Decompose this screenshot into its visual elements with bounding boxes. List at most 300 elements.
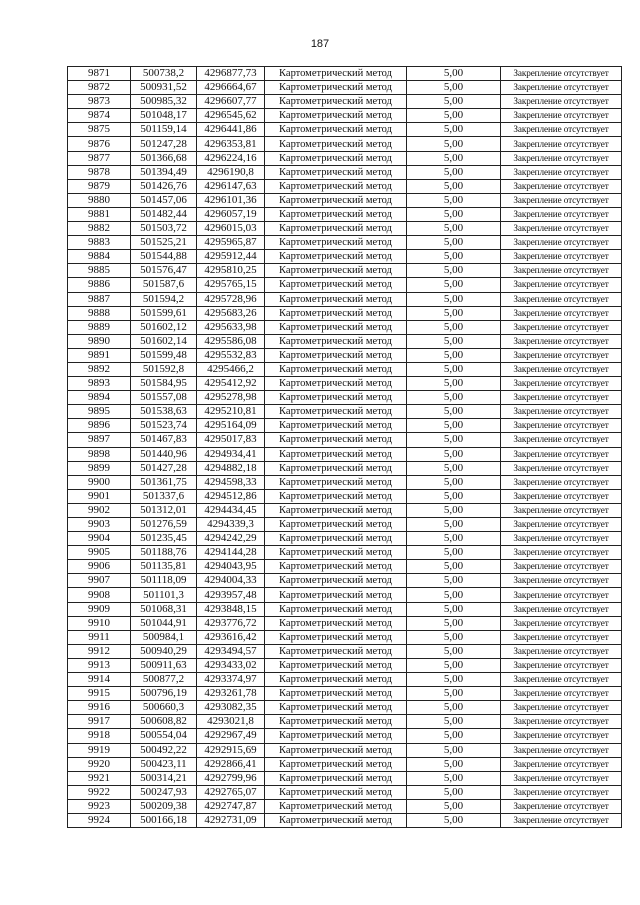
table-row xyxy=(68,67,622,81)
point-number-cell: 9892 xyxy=(68,362,131,376)
point-number-cell: 9917 xyxy=(68,715,131,729)
y-coordinate-cell: 4293021,8 xyxy=(197,715,265,729)
y-coordinate-cell: 4295466,2 xyxy=(197,362,265,376)
x-coordinate-cell: 501544,88 xyxy=(131,250,197,264)
method-cell: Картометрический метод xyxy=(265,602,407,616)
x-coordinate-cell: 501427,28 xyxy=(131,461,197,475)
method-cell: Картометрический метод xyxy=(265,715,407,729)
y-coordinate-cell: 4296147,63 xyxy=(197,179,265,193)
x-coordinate-cell: 500940,29 xyxy=(131,644,197,658)
x-coordinate-cell: 501361,75 xyxy=(131,475,197,489)
x-coordinate-cell: 500660,3 xyxy=(131,701,197,715)
y-coordinate-cell: 4294043,95 xyxy=(197,560,265,574)
point-number-cell: 9884 xyxy=(68,250,131,264)
x-coordinate-cell: 501044,91 xyxy=(131,616,197,630)
fixation-cell: Закрепление отсутствует xyxy=(501,179,622,193)
fixation-cell: Закрепление отсутствует xyxy=(501,475,622,489)
x-coordinate-cell: 501247,28 xyxy=(131,137,197,151)
x-coordinate-cell: 501467,83 xyxy=(131,433,197,447)
method-cell: Картометрический метод xyxy=(265,165,407,179)
method-cell: Картометрический метод xyxy=(265,546,407,560)
point-number-cell: 9881 xyxy=(68,207,131,221)
point-number-cell: 9907 xyxy=(68,574,131,588)
accuracy-cell: 5,00 xyxy=(407,799,501,813)
table-row xyxy=(68,447,622,461)
point-number-cell: 9889 xyxy=(68,320,131,334)
method-cell: Картометрический метод xyxy=(265,320,407,334)
accuracy-cell: 5,00 xyxy=(407,771,501,785)
table-row xyxy=(68,264,622,278)
x-coordinate-cell: 500796,19 xyxy=(131,687,197,701)
y-coordinate-cell: 4293082,35 xyxy=(197,701,265,715)
fixation-cell: Закрепление отсутствует xyxy=(501,799,622,813)
table-row xyxy=(68,123,622,137)
point-number-cell: 9891 xyxy=(68,348,131,362)
accuracy-cell: 5,00 xyxy=(407,785,501,799)
table-row xyxy=(68,405,622,419)
accuracy-cell: 5,00 xyxy=(407,405,501,419)
fixation-cell: Закрепление отсутствует xyxy=(501,109,622,123)
y-coordinate-cell: 4296664,67 xyxy=(197,81,265,95)
accuracy-cell: 5,00 xyxy=(407,658,501,672)
method-cell: Картометрический метод xyxy=(265,151,407,165)
method-cell: Картометрический метод xyxy=(265,250,407,264)
fixation-cell: Закрепление отсутствует xyxy=(501,193,622,207)
fixation-cell: Закрепление отсутствует xyxy=(501,757,622,771)
fixation-cell: Закрепление отсутствует xyxy=(501,137,622,151)
method-cell: Картометрический метод xyxy=(265,81,407,95)
y-coordinate-cell: 4296545,62 xyxy=(197,109,265,123)
y-coordinate-cell: 4296190,8 xyxy=(197,165,265,179)
point-number-cell: 9920 xyxy=(68,757,131,771)
point-number-cell: 9908 xyxy=(68,588,131,602)
y-coordinate-cell: 4293848,15 xyxy=(197,602,265,616)
y-coordinate-cell: 4295728,96 xyxy=(197,292,265,306)
x-coordinate-cell: 501525,21 xyxy=(131,236,197,250)
accuracy-cell: 5,00 xyxy=(407,489,501,503)
x-coordinate-cell: 500877,2 xyxy=(131,673,197,687)
x-coordinate-cell: 500738,2 xyxy=(131,67,197,81)
table-row xyxy=(68,518,622,532)
fixation-cell: Закрепление отсутствует xyxy=(501,644,622,658)
x-coordinate-cell: 500247,93 xyxy=(131,785,197,799)
accuracy-cell: 5,00 xyxy=(407,250,501,264)
table-row xyxy=(68,729,622,743)
table-row xyxy=(68,560,622,574)
table-row xyxy=(68,95,622,109)
x-coordinate-cell: 500492,22 xyxy=(131,743,197,757)
x-coordinate-cell: 501584,95 xyxy=(131,377,197,391)
table-row xyxy=(68,687,622,701)
fixation-cell: Закрепление отсутствует xyxy=(501,658,622,672)
table-row xyxy=(68,419,622,433)
fixation-cell: Закрепление отсутствует xyxy=(501,560,622,574)
point-number-cell: 9902 xyxy=(68,503,131,517)
x-coordinate-cell: 501235,45 xyxy=(131,532,197,546)
fixation-cell: Закрепление отсутствует xyxy=(501,81,622,95)
y-coordinate-cell: 4294339,3 xyxy=(197,518,265,532)
point-number-cell: 9904 xyxy=(68,532,131,546)
y-coordinate-cell: 4295683,26 xyxy=(197,306,265,320)
method-cell: Картометрический метод xyxy=(265,137,407,151)
accuracy-cell: 5,00 xyxy=(407,193,501,207)
x-coordinate-cell: 501482,44 xyxy=(131,207,197,221)
y-coordinate-cell: 4296057,19 xyxy=(197,207,265,221)
x-coordinate-cell: 501587,6 xyxy=(131,278,197,292)
y-coordinate-cell: 4295633,98 xyxy=(197,320,265,334)
y-coordinate-cell: 4293433,02 xyxy=(197,658,265,672)
point-number-cell: 9924 xyxy=(68,813,131,827)
point-number-cell: 9896 xyxy=(68,419,131,433)
accuracy-cell: 5,00 xyxy=(407,292,501,306)
x-coordinate-cell: 500314,21 xyxy=(131,771,197,785)
y-coordinate-cell: 4295164,09 xyxy=(197,419,265,433)
y-coordinate-cell: 4295412,92 xyxy=(197,377,265,391)
y-coordinate-cell: 4294004,33 xyxy=(197,574,265,588)
table-row xyxy=(68,109,622,123)
x-coordinate-cell: 501602,12 xyxy=(131,320,197,334)
accuracy-cell: 5,00 xyxy=(407,81,501,95)
x-coordinate-cell: 500209,38 xyxy=(131,799,197,813)
fixation-cell: Закрепление отсутствует xyxy=(501,222,622,236)
point-number-cell: 9905 xyxy=(68,546,131,560)
fixation-cell: Закрепление отсутствует xyxy=(501,165,622,179)
y-coordinate-cell: 4294598,33 xyxy=(197,475,265,489)
table-row xyxy=(68,771,622,785)
method-cell: Картометрический метод xyxy=(265,433,407,447)
x-coordinate-cell: 501188,76 xyxy=(131,546,197,560)
table-row xyxy=(68,673,622,687)
point-number-cell: 9918 xyxy=(68,729,131,743)
fixation-cell: Закрепление отсутствует xyxy=(501,461,622,475)
method-cell: Картометрический метод xyxy=(265,348,407,362)
y-coordinate-cell: 4292915,69 xyxy=(197,743,265,757)
point-number-cell: 9899 xyxy=(68,461,131,475)
accuracy-cell: 5,00 xyxy=(407,151,501,165)
x-coordinate-cell: 501101,3 xyxy=(131,588,197,602)
table-row xyxy=(68,785,622,799)
method-cell: Картометрический метод xyxy=(265,67,407,81)
fixation-cell: Закрепление отсутствует xyxy=(501,419,622,433)
fixation-cell: Закрепление отсутствует xyxy=(501,292,622,306)
table-row xyxy=(68,137,622,151)
point-number-cell: 9900 xyxy=(68,475,131,489)
method-cell: Картометрический метод xyxy=(265,95,407,109)
accuracy-cell: 5,00 xyxy=(407,518,501,532)
y-coordinate-cell: 4295912,44 xyxy=(197,250,265,264)
method-cell: Картометрический метод xyxy=(265,405,407,419)
x-coordinate-cell: 501118,09 xyxy=(131,574,197,588)
y-coordinate-cell: 4294242,29 xyxy=(197,532,265,546)
point-number-cell: 9882 xyxy=(68,222,131,236)
fixation-cell: Закрепление отсутствует xyxy=(501,743,622,757)
x-coordinate-cell: 500423,11 xyxy=(131,757,197,771)
fixation-cell: Закрепление отсутствует xyxy=(501,489,622,503)
fixation-cell: Закрепление отсутствует xyxy=(501,729,622,743)
method-cell: Картометрический метод xyxy=(265,673,407,687)
accuracy-cell: 5,00 xyxy=(407,165,501,179)
accuracy-cell: 5,00 xyxy=(407,391,501,405)
point-number-cell: 9877 xyxy=(68,151,131,165)
point-number-cell: 9922 xyxy=(68,785,131,799)
fixation-cell: Закрепление отсутствует xyxy=(501,673,622,687)
table-row xyxy=(68,461,622,475)
accuracy-cell: 5,00 xyxy=(407,475,501,489)
point-number-cell: 9923 xyxy=(68,799,131,813)
point-number-cell: 9915 xyxy=(68,687,131,701)
method-cell: Картометрический метод xyxy=(265,377,407,391)
table-row xyxy=(68,574,622,588)
y-coordinate-cell: 4295017,83 xyxy=(197,433,265,447)
table-row xyxy=(68,151,622,165)
y-coordinate-cell: 4295278,98 xyxy=(197,391,265,405)
fixation-cell: Закрепление отсутствует xyxy=(501,95,622,109)
fixation-cell: Закрепление отсутствует xyxy=(501,306,622,320)
table-row xyxy=(68,306,622,320)
y-coordinate-cell: 4295532,83 xyxy=(197,348,265,362)
accuracy-cell: 5,00 xyxy=(407,616,501,630)
y-coordinate-cell: 4295965,87 xyxy=(197,236,265,250)
x-coordinate-cell: 501366,68 xyxy=(131,151,197,165)
fixation-cell: Закрепление отсутствует xyxy=(501,447,622,461)
x-coordinate-cell: 500554,04 xyxy=(131,729,197,743)
point-number-cell: 9873 xyxy=(68,95,131,109)
method-cell: Картометрический метод xyxy=(265,574,407,588)
point-number-cell: 9879 xyxy=(68,179,131,193)
table-row xyxy=(68,602,622,616)
accuracy-cell: 5,00 xyxy=(407,757,501,771)
fixation-cell: Закрепление отсутствует xyxy=(501,320,622,334)
point-number-cell: 9885 xyxy=(68,264,131,278)
accuracy-cell: 5,00 xyxy=(407,278,501,292)
table-row xyxy=(68,588,622,602)
y-coordinate-cell: 4296877,73 xyxy=(197,67,265,81)
x-coordinate-cell: 500166,18 xyxy=(131,813,197,827)
method-cell: Картометрический метод xyxy=(265,518,407,532)
table-row xyxy=(68,193,622,207)
point-number-cell: 9875 xyxy=(68,123,131,137)
y-coordinate-cell: 4294144,28 xyxy=(197,546,265,560)
accuracy-cell: 5,00 xyxy=(407,207,501,221)
method-cell: Картометрический метод xyxy=(265,207,407,221)
fixation-cell: Закрепление отсутствует xyxy=(501,715,622,729)
fixation-cell: Закрепление отсутствует xyxy=(501,405,622,419)
method-cell: Картометрический метод xyxy=(265,743,407,757)
accuracy-cell: 5,00 xyxy=(407,503,501,517)
method-cell: Картометрический метод xyxy=(265,264,407,278)
fixation-cell: Закрепление отсутствует xyxy=(501,278,622,292)
method-cell: Картометрический метод xyxy=(265,644,407,658)
method-cell: Картометрический метод xyxy=(265,236,407,250)
method-cell: Картометрический метод xyxy=(265,799,407,813)
fixation-cell: Закрепление отсутствует xyxy=(501,701,622,715)
point-number-cell: 9911 xyxy=(68,630,131,644)
fixation-cell: Закрепление отсутствует xyxy=(501,377,622,391)
table-row xyxy=(68,320,622,334)
accuracy-cell: 5,00 xyxy=(407,306,501,320)
y-coordinate-cell: 4292731,09 xyxy=(197,813,265,827)
point-number-cell: 9888 xyxy=(68,306,131,320)
table-row xyxy=(68,433,622,447)
table-row xyxy=(68,165,622,179)
coordinates-table xyxy=(67,66,622,828)
x-coordinate-cell: 501557,08 xyxy=(131,391,197,405)
x-coordinate-cell: 501337,6 xyxy=(131,489,197,503)
point-number-cell: 9890 xyxy=(68,334,131,348)
fixation-cell: Закрепление отсутствует xyxy=(501,348,622,362)
y-coordinate-cell: 4292967,49 xyxy=(197,729,265,743)
accuracy-cell: 5,00 xyxy=(407,687,501,701)
method-cell: Картометрический метод xyxy=(265,419,407,433)
point-number-cell: 9898 xyxy=(68,447,131,461)
accuracy-cell: 5,00 xyxy=(407,729,501,743)
x-coordinate-cell: 500608,82 xyxy=(131,715,197,729)
y-coordinate-cell: 4295765,15 xyxy=(197,278,265,292)
accuracy-cell: 5,00 xyxy=(407,447,501,461)
accuracy-cell: 5,00 xyxy=(407,362,501,376)
x-coordinate-cell: 501503,72 xyxy=(131,222,197,236)
x-coordinate-cell: 500911,63 xyxy=(131,658,197,672)
accuracy-cell: 5,00 xyxy=(407,334,501,348)
table-row xyxy=(68,503,622,517)
table-row xyxy=(68,278,622,292)
fixation-cell: Закрепление отсутствует xyxy=(501,391,622,405)
x-coordinate-cell: 501394,49 xyxy=(131,165,197,179)
accuracy-cell: 5,00 xyxy=(407,673,501,687)
fixation-cell: Закрепление отсутствует xyxy=(501,503,622,517)
point-number-cell: 9916 xyxy=(68,701,131,715)
fixation-cell: Закрепление отсутствует xyxy=(501,630,622,644)
point-number-cell: 9894 xyxy=(68,391,131,405)
accuracy-cell: 5,00 xyxy=(407,813,501,827)
x-coordinate-cell: 500984,1 xyxy=(131,630,197,644)
y-coordinate-cell: 4293261,78 xyxy=(197,687,265,701)
method-cell: Картометрический метод xyxy=(265,123,407,137)
method-cell: Картометрический метод xyxy=(265,503,407,517)
fixation-cell: Закрепление отсутствует xyxy=(501,574,622,588)
x-coordinate-cell: 501048,17 xyxy=(131,109,197,123)
y-coordinate-cell: 4296441,86 xyxy=(197,123,265,137)
fixation-cell: Закрепление отсутствует xyxy=(501,785,622,799)
y-coordinate-cell: 4293494,57 xyxy=(197,644,265,658)
accuracy-cell: 5,00 xyxy=(407,574,501,588)
table-row xyxy=(68,743,622,757)
method-cell: Картометрический метод xyxy=(265,630,407,644)
point-number-cell: 9874 xyxy=(68,109,131,123)
point-number-cell: 9913 xyxy=(68,658,131,672)
point-number-cell: 9895 xyxy=(68,405,131,419)
accuracy-cell: 5,00 xyxy=(407,532,501,546)
y-coordinate-cell: 4296101,36 xyxy=(197,193,265,207)
point-number-cell: 9876 xyxy=(68,137,131,151)
x-coordinate-cell: 501523,74 xyxy=(131,419,197,433)
y-coordinate-cell: 4292747,87 xyxy=(197,799,265,813)
x-coordinate-cell: 501592,8 xyxy=(131,362,197,376)
accuracy-cell: 5,00 xyxy=(407,461,501,475)
x-coordinate-cell: 501312,01 xyxy=(131,503,197,517)
accuracy-cell: 5,00 xyxy=(407,264,501,278)
point-number-cell: 9886 xyxy=(68,278,131,292)
method-cell: Картометрический метод xyxy=(265,687,407,701)
fixation-cell: Закрепление отсутствует xyxy=(501,687,622,701)
table-row xyxy=(68,475,622,489)
fixation-cell: Закрепление отсутствует xyxy=(501,264,622,278)
y-coordinate-cell: 4294882,18 xyxy=(197,461,265,475)
y-coordinate-cell: 4294934,41 xyxy=(197,447,265,461)
accuracy-cell: 5,00 xyxy=(407,236,501,250)
accuracy-cell: 5,00 xyxy=(407,67,501,81)
method-cell: Картометрический метод xyxy=(265,616,407,630)
method-cell: Картометрический метод xyxy=(265,729,407,743)
fixation-cell: Закрепление отсутствует xyxy=(501,771,622,785)
accuracy-cell: 5,00 xyxy=(407,701,501,715)
fixation-cell: Закрепление отсутствует xyxy=(501,207,622,221)
fixation-cell: Закрепление отсутствует xyxy=(501,518,622,532)
point-number-cell: 9909 xyxy=(68,602,131,616)
method-cell: Картометрический метод xyxy=(265,362,407,376)
table-row xyxy=(68,799,622,813)
table-row xyxy=(68,179,622,193)
x-coordinate-cell: 500931,52 xyxy=(131,81,197,95)
accuracy-cell: 5,00 xyxy=(407,348,501,362)
point-number-cell: 9914 xyxy=(68,673,131,687)
point-number-cell: 9910 xyxy=(68,616,131,630)
accuracy-cell: 5,00 xyxy=(407,95,501,109)
method-cell: Картометрический метод xyxy=(265,475,407,489)
table-row xyxy=(68,546,622,560)
fixation-cell: Закрепление отсутствует xyxy=(501,151,622,165)
method-cell: Картометрический метод xyxy=(265,179,407,193)
fixation-cell: Закрепление отсутствует xyxy=(501,616,622,630)
accuracy-cell: 5,00 xyxy=(407,588,501,602)
page-number: 187 xyxy=(310,38,330,50)
accuracy-cell: 5,00 xyxy=(407,560,501,574)
fixation-cell: Закрепление отсутствует xyxy=(501,588,622,602)
method-cell: Картометрический метод xyxy=(265,306,407,320)
fixation-cell: Закрепление отсутствует xyxy=(501,67,622,81)
method-cell: Картометрический метод xyxy=(265,447,407,461)
table-row xyxy=(68,334,622,348)
x-coordinate-cell: 501599,61 xyxy=(131,306,197,320)
point-number-cell: 9893 xyxy=(68,377,131,391)
fixation-cell: Закрепление отсутствует xyxy=(501,123,622,137)
method-cell: Картометрический метод xyxy=(265,222,407,236)
accuracy-cell: 5,00 xyxy=(407,123,501,137)
accuracy-cell: 5,00 xyxy=(407,137,501,151)
method-cell: Картометрический метод xyxy=(265,813,407,827)
accuracy-cell: 5,00 xyxy=(407,320,501,334)
table-row xyxy=(68,813,622,827)
y-coordinate-cell: 4293776,72 xyxy=(197,616,265,630)
accuracy-cell: 5,00 xyxy=(407,715,501,729)
table-row xyxy=(68,701,622,715)
method-cell: Картометрический метод xyxy=(265,489,407,503)
y-coordinate-cell: 4293957,48 xyxy=(197,588,265,602)
table-row xyxy=(68,757,622,771)
fixation-cell: Закрепление отсутствует xyxy=(501,433,622,447)
accuracy-cell: 5,00 xyxy=(407,546,501,560)
point-number-cell: 9878 xyxy=(68,165,131,179)
x-coordinate-cell: 501538,63 xyxy=(131,405,197,419)
method-cell: Картометрический метод xyxy=(265,461,407,475)
point-number-cell: 9906 xyxy=(68,560,131,574)
method-cell: Картометрический метод xyxy=(265,532,407,546)
method-cell: Картометрический метод xyxy=(265,292,407,306)
method-cell: Картометрический метод xyxy=(265,560,407,574)
table-row xyxy=(68,658,622,672)
table-row xyxy=(68,715,622,729)
table-row xyxy=(68,207,622,221)
